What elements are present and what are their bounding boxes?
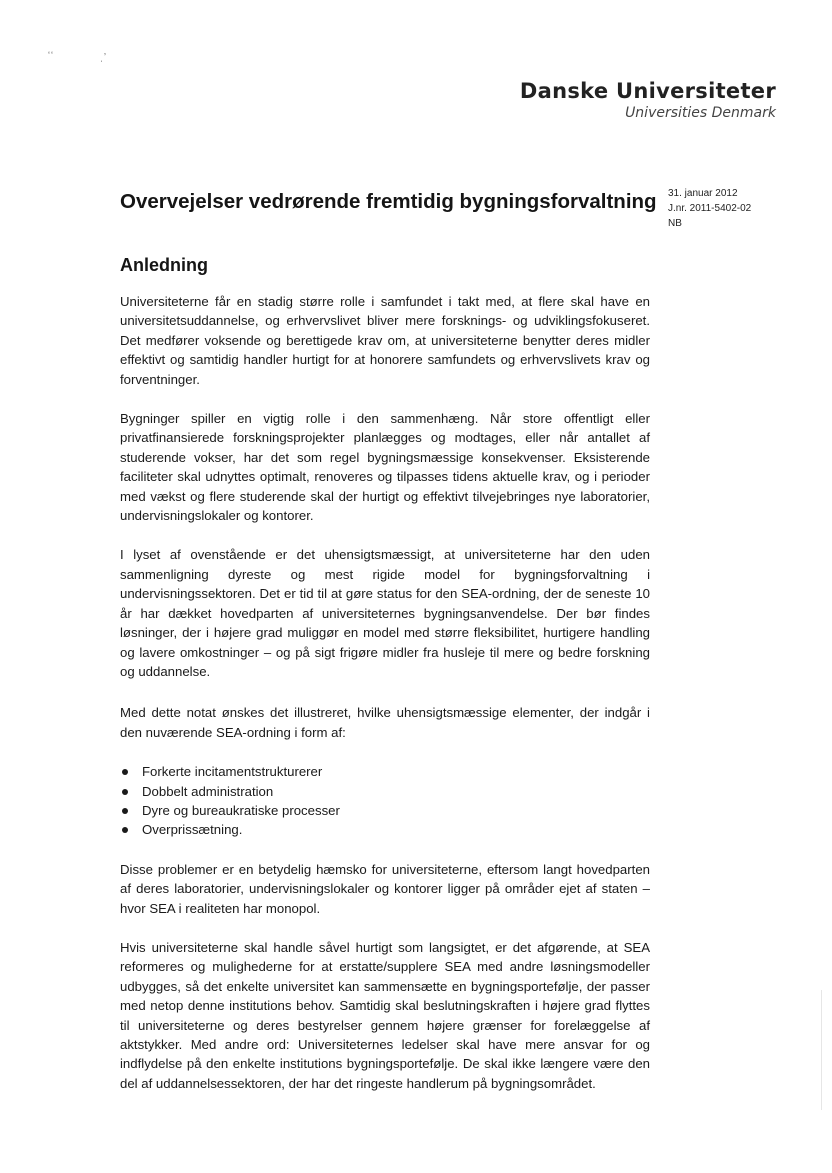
org-name: Danske Universiteter (519, 79, 776, 103)
org-name-english: Universities Denmark (625, 105, 776, 121)
scan-marks (48, 50, 107, 62)
bullet-list (120, 762, 650, 840)
scan-mark: ˌʼ (100, 52, 107, 62)
body-paragraph: Med dette notat ønskes det illustreret, hvilke uhensigtsmæssige elementer, der indgår i den nuværende SEA-ordning i form af: (120, 705, 650, 740)
document-date: 31. januar 2012 (668, 188, 738, 199)
org-logo (520, 78, 776, 122)
journal-number: J.nr. 2011-5402-02 (668, 203, 752, 214)
bullet-item: Dyre og bureaukratiske processer (120, 801, 650, 820)
body-paragraph: Hvis universiteterne skal handle såvel hurtigt som langsigtet, er det afgørende, at SEA reformeres og mulighederne for at erstatte/supplere SEA med andre løsningsmodeller udbygges, så det enkelte universitet kan sammensætte en bygningsportefølje, der passer med netop denne institutions behov. Samtidig skal beslutningskraften i højere grad flyttes til universiteterne og deres bestyrelser gennem højere grænser for forelæggelse af aktstykker. Med andre ord: Universiteternes ledelser skal have mere ansvar for og indflydelse på den enkelte institutions bygningsportefølje. De skal ikke længere være den del af uddannelsessektoren, der har det ringeste handlerum på bygningsområdet. (120, 939, 650, 1091)
body-paragraph: Bygninger spiller en vigtig rolle i den sammenhæng. Når store offentligt eller privatfinansierede forskningsprojekter planlægges og modtages, eller når antallet af studerende vokser, har det som regel bygningsmæssige konsekvenser. Eksisterende faciliteter skal udnyttes optimalt, renoveres og tilpasses tidens aktuelle krav, og i perioder med vækst og flere studerende skal der hurtigt og effektivt tilvejebringes nye laboratorier, undervisningslokaler og kontorer. (120, 411, 650, 524)
scan-edge-mark (821, 990, 822, 1110)
body-paragraph: Universiteterne får en stadig større rolle i samfundet i takt med, at flere skal have en universitetsuddannelse, og erhvervslivet bliver mere forsknings- og udviklingsfokuseret. Det medfører voksende og berettigede krav om, at universiteterne benytter deres midler effektivt og samtidig handler hurtigt for at honorere samfundets og erhvervslivets krav og forventninger. (120, 294, 650, 387)
document-title: Overvejelser vedrørende fremtidig bygningsforvaltning (120, 190, 657, 213)
section-heading: Anledning (120, 255, 208, 275)
body-paragraph: Disse problemer er en betydelig hæmsko for universiteterne, eftersom langt hovedparten af deres laboratorier, undervisningslokaler og kontorer ligger på områder ejet af staten – hvor SEA i realiteten har monopol. (120, 861, 650, 916)
author-initials: NB (668, 218, 682, 229)
bullet-item: Dobbelt administration (120, 782, 650, 801)
document-meta (668, 186, 751, 231)
bullet-item: Forkerte incitamentstrukturerer (120, 762, 650, 781)
document-body (120, 292, 650, 1113)
body-paragraph: I lyset af ovenstående er det uhensigtsmæssigt, at universiteterne har den uden sammenligning dyreste og mest rigide model for bygningsforvaltning i undervisningssektoren. Det er tid til at gøre status for den SEA-ordning, der de seneste 10 år har dækket hovedparten af universiteternes bygningsanvendelse. Der bør findes løsninger, der i højere grad muliggør en model med større fleksibilitet, hurtigere handling og lavere omkostninger – og på sigt frigøre midler fra husleje til mere og bedre forskning og uddannelse. (120, 547, 650, 679)
bullet-item: Overprissætning. (120, 820, 650, 839)
scan-mark: ʻʻ (48, 50, 54, 60)
